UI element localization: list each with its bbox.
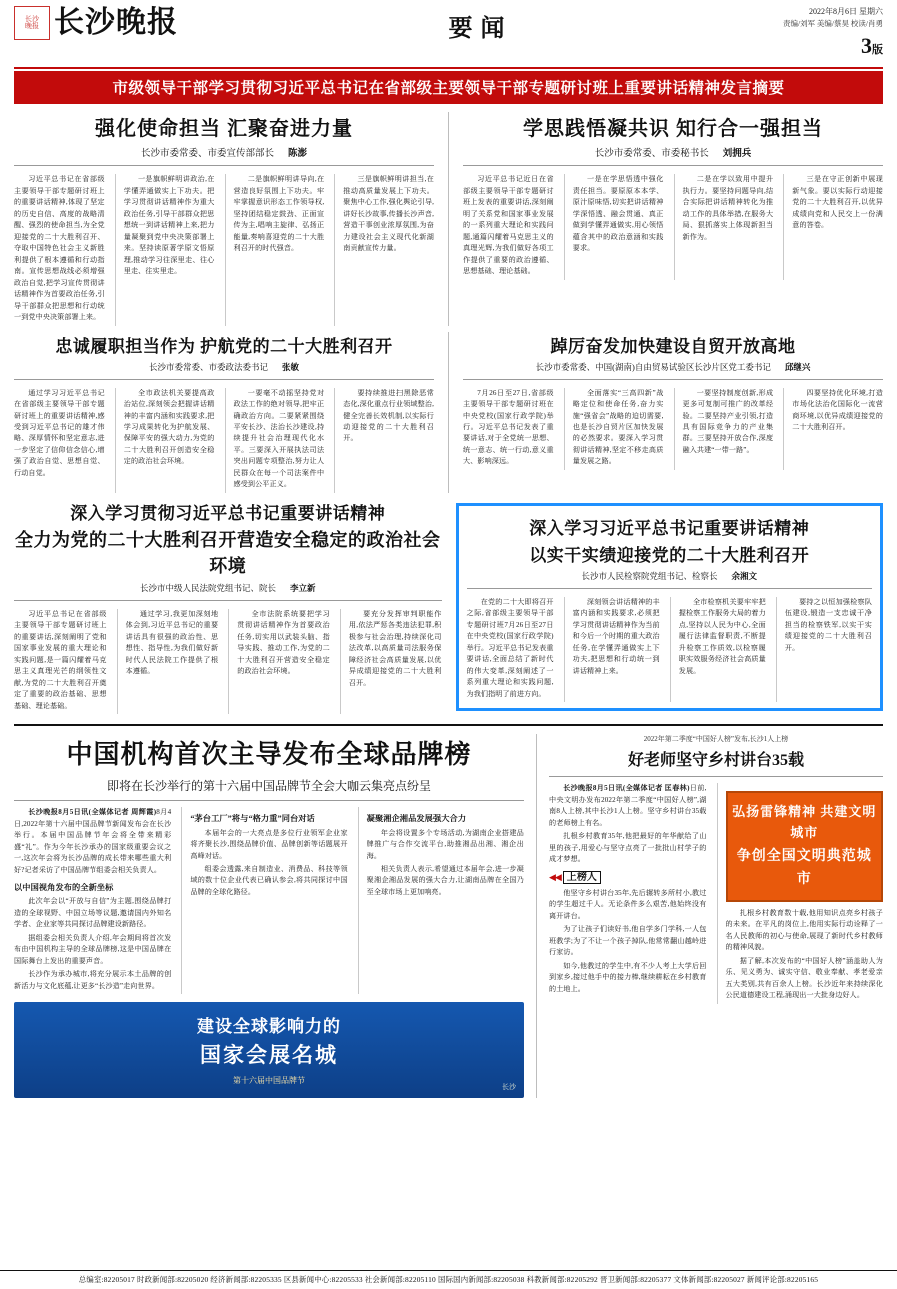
- feature-column: [549, 783, 707, 1003]
- paragraph: 在党的二十大即将召开之际,省部级主要领导干部专题研讨班7月26日至27日在中央党校(国家行政学院)举行。习近平总书记发表重要讲话,全面总结了新时代的伟大变革,深刻阐述了一系列重大理论和实践问题,为我们指明了前进方向。: [466, 597, 554, 698]
- article-byline: [14, 582, 442, 594]
- divider: [14, 600, 442, 601]
- article-columns: [467, 597, 873, 702]
- divider: [463, 165, 883, 166]
- masthead-rule: [14, 67, 883, 69]
- article-byline: [463, 361, 883, 373]
- paper-seal-icon: 长沙 晚报: [14, 6, 50, 40]
- article-column: [14, 388, 105, 493]
- paragraph: 扎根乡村教育数十载,他用知识点亮乡村孩子的未来。在平凡的岗位上,他用实际行动诠释了一名人民教师的初心与使命,展现了新时代乡村教师的精神风貌。: [725, 908, 883, 952]
- byline-name: 张敏: [282, 361, 300, 372]
- article-byline: [14, 145, 434, 159]
- paragraph: 他坚守乡村讲台35年,先后辗转多所村小,教过的学生超过千人。无论条件多么艰苦,他始终没有离开讲台。: [549, 888, 707, 920]
- feature-column: [717, 783, 884, 1003]
- edition-credits: 责编/刘军 美编/蔡昊 校读/肖勇: [782, 19, 883, 28]
- paragraph: 据了解,本次发布的“中国好人榜”涵盖助人为乐、见义勇为、诚实守信、敬业奉献、孝老爱亲五大类别,共有百余人上榜。长沙近年来持续深化公民道德建设工程,涌现出一大批身边好人。: [725, 956, 883, 1000]
- masthead-logo: [14, 6, 178, 40]
- section-heading: 凝聚湘企湘品发展强大合力: [366, 814, 467, 824]
- article-column: [117, 609, 219, 714]
- lead-body: 日前,中央文明办发布2022年第二季度“中国好人榜”,湖南8人上榜,其中长沙1人上榜。坚守乡村讲台35载的老师榜上有名。: [549, 784, 707, 827]
- article-byline: [14, 361, 434, 373]
- paragraph: 年会将设置多个专场活动,为湖南企业搭建品牌推广与合作交流平台,助推湘品出湘、湘企出海。: [366, 828, 524, 860]
- ad-line-1: 弘扬雷锋精神 共建文明城市: [732, 804, 877, 841]
- divider: [463, 379, 883, 380]
- byline-name: 刘拥兵: [722, 149, 752, 160]
- date-line: 2022年8月6日 星期六: [808, 7, 883, 16]
- article-columns: [14, 388, 434, 493]
- section-title: 要闻: [448, 16, 513, 42]
- row-1: [14, 112, 883, 325]
- feature-article-left: [14, 734, 524, 1098]
- paragraph: 要持续推进扫黑除恶常态化,深化重点行业领域整治,健全完善长效机制,以实际行动迎接党的二十大胜利召开。: [343, 388, 434, 443]
- article-columns: [463, 174, 883, 279]
- paragraph: 本届年会的一大亮点是多位行业领军企业家将齐聚长沙,围绕品牌价值、品牌创新等话题展开高峰对话。: [190, 828, 348, 860]
- shanglian-tag: 上榜人: [563, 871, 601, 884]
- byline-name: 李立新: [290, 582, 316, 593]
- article-byline: [467, 570, 873, 582]
- paragraph: 扎根乡村教育35年,他把最好的年华献给了山里的孩子,用爱心与坚守点亮了一批批山村学子的成才梦想。: [549, 832, 707, 864]
- paragraph: 为了让孩子们读好书,他自学多门学科,一人包班教学;为了不让一个孩子掉队,他常常翻山越岭进行家访。: [549, 925, 707, 957]
- divider: [14, 165, 434, 166]
- paragraph: 一是旗帜鲜明讲政治,在学懂弄通做实上下功夫。把学习贯彻讲话精神作为重大政治任务,引导干部群众把思想统一到讲话精神上来,把力量凝聚到党中央决策部署上来。坚持读原著学原文悟原理,推动学习往深里走、往心里走、往实里走。: [123, 175, 215, 276]
- feature-kicker: 2022年第二季度“中国好人榜”发布,长沙1人上榜: [643, 735, 789, 744]
- paragraph: 要充分发挥审判职能作用,依法严惩各类违法犯罪,积极参与社会治理,持续深化司法改革,以高质量司法服务保障经济社会高质量发展,以优异成绩迎接党的二十大胜利召开。: [348, 609, 442, 687]
- column-separator: [536, 734, 537, 1098]
- article-column: [228, 609, 330, 714]
- byline-role: 长沙市委常委、中国(湖南)自由贸易试验区长沙片区党工委书记: [535, 361, 771, 372]
- lead-in: 长沙晚报8月5日讯(全媒体记者 周辉霞): [28, 808, 157, 817]
- article-block-1: [14, 112, 434, 325]
- article-block-5: [14, 499, 442, 714]
- byline-role: 长沙市人民检察院党组书记、检察长: [581, 570, 718, 581]
- bottom-section: [14, 724, 883, 1098]
- paragraph: 全市政法机关要提高政治站位,深刻领会把握讲话精神的丰富内涵和实践要求,把学习成果转化为护航发展、保障平安的强大动力,为党的二十大胜利召开创造安全稳定的政治社会环境。: [123, 388, 215, 466]
- feature-subtitle: 即将在长沙举行的第十六届中国品牌节全会大咖云集亮点纷呈: [106, 779, 431, 794]
- selected-article-box[interactable]: [456, 503, 884, 711]
- paragraph: 一要坚持制度创新,形成更多可复制可推广的改革经验。二要坚持产业引领,打造具有国际竞争力的产业集群。三要坚持开放合作,深度融入共建“一带一路”。: [682, 388, 774, 454]
- article-headline-line-2: 以实干实绩迎接党的二十大胜利召开: [529, 545, 810, 565]
- article-block-3: [14, 332, 434, 493]
- row-2: [14, 332, 883, 493]
- paragraph: 通过学习,我更加深刻地体会到,习近平总书记的重要讲话具有很强的政治性、思想性、指导性,为我们做好新时代人民法院工作提供了根本遵循。: [125, 609, 219, 676]
- paragraph: 据组委会相关负责人介绍,年会期间将首次发布由中国机构主导的全球品牌榜,这是中国品牌在国际舞台上发出的重要声音。: [14, 933, 172, 965]
- article-block-6-highlighted[interactable]: [456, 499, 884, 714]
- paragraph: 全市法院系统要把学习贯彻讲话精神作为首要政治任务,切实用以武装头脑、指导实践、推动工作,为党的二十大胜利召开营造安全稳定的政治社会环境。: [237, 609, 330, 676]
- page-number-unit: 版: [871, 44, 883, 57]
- article-headline: 学思践悟凝共识 知行合一强担当: [523, 118, 823, 141]
- paragraph: 7月26日至27日,省部级主要领导干部专题研讨班在中央党校(国家行政学院)举行。习近平总书记发表了重要讲话,对于全党统一思想、统一意志、统一行动,意义重大、影响深远。: [463, 388, 554, 466]
- feature-column: [14, 807, 171, 994]
- byline-name: 余湘文: [731, 570, 758, 581]
- article-column: [340, 609, 442, 714]
- article-headline-line-2: 全力为党的二十大胜利召开营造安全稳定的政治社会环境: [15, 529, 441, 576]
- byline-role: 长沙市委常委、市委政法委书记: [148, 361, 268, 372]
- paragraph: 习近平总书记近日在省部级主要领导干部专题研讨班上发表的重要讲话,深刻阐明了关系党和国家事业发展的一系列重大理论和实践问题,通篇闪耀着马克思主义的真理光辉,为我们做好各项工作提供了重要的政治遵循、思想基础、理论基础。: [463, 175, 554, 276]
- paragraph: 通过学习习近平总书记在省部级主要领导干部专题研讨班上的重要讲话精神,感受到习近平总书记的雄才伟略、深厚情怀和坚定意志,进一步坚定了信仰信念信心,增强了政治自觉、思想自觉、行动自觉。: [14, 388, 105, 477]
- divider: [549, 776, 883, 777]
- article-column: [776, 597, 872, 702]
- paragraph: 深刻领会讲话精神的丰富内涵和实践要求,必须把学习贯彻讲话精神作为当前和今后一个时期的重大政治任务,在学懂弄通做实上下功夫,把思想和行动统一到讲话精神上来。: [572, 597, 660, 675]
- lead-in: 长沙晚报8月5日讯(全媒体记者 匡春林): [563, 784, 690, 793]
- ad-line-3: 第十六届中国品牌节: [233, 1076, 305, 1086]
- paper-name: 长沙晚报: [54, 6, 178, 39]
- paragraph: 习近平总书记在省部级主要领导干部专题研讨班上的重要讲话精神,体现了坚定的历史自信、高度的战略清醒、强烈的使命担当,为全党迎接党的二十大胜利召开、夺取中国特色社会主义新胜利提供了根本遵循和行动指南。宣传思想战线必须增强政治自觉,把学习宣传贯彻讲话精神作为首要政治任务,引导干部群众把思想和行动统一到党中央决策部署上来。: [14, 175, 105, 322]
- article-headline-line-1: 深入学习贯彻习近平总书记重要讲话精神: [70, 503, 386, 523]
- divider: [14, 379, 434, 380]
- paragraph: 此次年会以“开放与自信”为主题,围绕品牌打造的全球视野、中国立场等议题,邀请国内外知名学者、企业家等共同探讨品牌建设新路径。: [14, 897, 172, 929]
- paragraph: 如今,他教过的学生中,有不少人考上大学后回到家乡,接过他手中的接力棒,继续耕耘在乡村教育的土地上。: [549, 961, 707, 993]
- article-column: [670, 597, 766, 702]
- special-banner: 市级领导干部学习贯彻习近平总书记在省部级主要领导干部专题研讨班上重要讲话精神发言摘要: [14, 71, 883, 104]
- masthead-meta: [783, 6, 883, 62]
- article-columns: [14, 174, 434, 325]
- article-column: [467, 597, 554, 702]
- shanglian-marker: [549, 870, 707, 886]
- page-number: [783, 29, 883, 62]
- triangle-icon: ◀◀: [549, 871, 561, 882]
- feature-columns: [14, 807, 524, 994]
- ad-line-2: 争创全国文明典范城市: [736, 849, 872, 888]
- paragraph: 三是在守正创新中展现新气象。要以实际行动迎接党的二十大胜利召开,以优异成绩向党和人民交上一份满意的答卷。: [792, 175, 883, 230]
- article-headline: 强化使命担当 汇聚奋进力量: [95, 118, 353, 141]
- lead-paragraph: [14, 807, 171, 876]
- article-headline: 踔厉奋发加快建设自贸开放高地: [550, 336, 796, 356]
- paragraph: 相关负责人表示,希望通过本届年会,进一步凝聚湘企湘品发展的强大合力,让湖南品牌在全国乃至全球市场上更加响亮。: [366, 865, 524, 896]
- article-headline-line-1: 深入学习习近平总书记重要讲话精神: [529, 518, 810, 538]
- byline-name: 陈澎: [288, 149, 308, 160]
- ad-line-1: 建设全球影响力的: [197, 1017, 341, 1037]
- paragraph: 要持之以恒加强检察队伍建设,锻造一支忠诚干净担当的检察铁军,以实干实绩迎接党的二十大胜利召开。: [784, 597, 872, 652]
- feature-title: 好老师坚守乡村讲台35载: [627, 752, 804, 770]
- byline-name: 邱继兴: [784, 361, 811, 372]
- article-column: [674, 388, 774, 470]
- article-column: [674, 174, 774, 279]
- byline-role: 长沙市委常委、市委宣传部部长: [140, 149, 274, 160]
- paragraph: 二是旗帜鲜明讲导向,在营造良好氛围上下功夫。牢牢掌握意识形态工作领导权,坚持团结稳定鼓劲、正面宣传为主,唱响主旋律、弘扬正能量,奏响喜迎党的二十大胜利召开的时代强音。: [233, 175, 325, 253]
- article-column: [334, 174, 434, 325]
- article-column: [14, 609, 107, 714]
- column-separator: [448, 332, 449, 493]
- article-column: [115, 174, 215, 325]
- row-3: [14, 499, 883, 714]
- ad-line-2: 国家会展名城: [200, 1043, 338, 1068]
- lead-body: 8月4日,2022年第十六届中国品牌节新闻发布会在长沙举行。本届中国品牌节年会将全带来精彩盛“礼”。作为今年长沙承办的国家级重要会议之一,这次年会将为长沙品牌的成长带来哪些重大利好?记者采访了中国品牌节组委会相关负责人。: [14, 808, 172, 874]
- paragraph: 二是在学以致用中提升执行力。要坚持问题导向,结合实际把讲话精神转化为推动工作的具体举措,在服务大局、狠抓落实上体现新担当新作为。: [682, 175, 774, 241]
- article-column: [564, 174, 664, 279]
- article-columns: [463, 388, 883, 470]
- article-column: [783, 388, 883, 470]
- ad-badge: 长沙: [502, 1083, 516, 1092]
- article-column: [564, 388, 664, 470]
- paragraph: 三是旗帜鲜明讲担当,在推动高质量发展上下功夫。聚焦中心工作,强化舆论引导,讲好长沙故事,传播长沙声音,营造干事创业浓厚氛围,为奋力建设社会主义现代化新湖南贡献宣传力量。: [343, 175, 434, 253]
- section-heading: “茅台工厂”将与“格力重”同台对话: [190, 814, 315, 824]
- paragraph: 一是在学思悟透中强化责任担当。要原原本本学、原汁原味悟,切实把讲话精神学深悟透、融会贯通、真正做到学懂弄通做实,用心领悟蕴含其中的政治意涵和实践要求。: [572, 175, 664, 253]
- article-column: [225, 388, 325, 493]
- article-column: [564, 597, 660, 702]
- page-footer: 总编室:82205017 时政新闻部:82205020 经济新闻部:82205335 区县新闻中心:82205533 社会新闻部:82205110 国际国内新闻部:82205038 科教新闻部:82205292 晋卫新闻部:82205377 文体新闻部:82205027 新闻评论部:82205165: [0, 1270, 897, 1289]
- feature-columns: [549, 783, 883, 1003]
- article-byline: [463, 145, 883, 159]
- article-column: [463, 174, 554, 279]
- paragraph: 长沙作为承办城市,将充分展示本土品牌的创新活力与文化底蕴,让更多“长沙造”走向世界。: [14, 970, 172, 990]
- feature-title: 中国机构首次主导发布全球品牌榜: [66, 740, 472, 770]
- paragraph: 组委会透露,来自制造业、消费品、科技等领域的数十位企业代表已确认参会,将共同探讨中国品牌的全球化路径。: [190, 865, 348, 896]
- article-column: [225, 174, 325, 325]
- masthead: [14, 0, 883, 64]
- paragraph: 全面落实“三高四新”战略定位和使命任务,奋力实施“强省会”战略的迫切需要,也是长沙自贸片区加快发展的必然要求。要深入学习贯彻讲话精神,坚定不移走高质量发展之路。: [572, 388, 664, 466]
- article-block-4: [463, 332, 883, 493]
- divider: [14, 800, 524, 801]
- expo-city-ad[interactable]: [14, 1002, 524, 1098]
- feature-article-right: [549, 734, 883, 1098]
- byline-role: 长沙市委常委、市委秘书长: [594, 149, 709, 160]
- article-headline: 忠诚履职担当作为 护航党的二十大胜利召开: [55, 336, 393, 356]
- article-column: [783, 174, 883, 279]
- civility-campaign-ad[interactable]: [726, 791, 884, 901]
- byline-role: 长沙市中级人民法院党组书记、院长: [139, 582, 276, 593]
- feature-column: [358, 807, 524, 994]
- article-column: [115, 388, 215, 493]
- article-column: [14, 174, 105, 325]
- paragraph: 一要毫不动摇坚持党对政法工作的绝对领导,把牢正确政治方向。二要紧紧围绕平安长沙、法治长沙建设,持续提升社会治理现代化水平。三要深入开展执法司法突出问题专项整治,努力让人民群众在每一个司法案件中感受到公平正义。: [233, 388, 325, 489]
- paragraph: 四要坚持优化环境,打造市场化法治化国际化一流营商环境,以优异成绩迎接党的二十大胜利召开。: [792, 388, 883, 431]
- column-separator: [448, 112, 449, 325]
- feature-column: [181, 807, 347, 994]
- paragraph: 习近平总书记在省部级主要领导干部专题研讨班上的重要讲话,深刻阐明了党和国家事业发展的重大理论和实践问题,是一篇闪耀着马克思主义真理光芒的纲领性文献,为党的二十大胜利召开奠定了重要的政治基础、思想基础、理论基础。: [14, 609, 107, 710]
- article-column: [463, 388, 554, 470]
- article-column: [334, 388, 434, 493]
- divider: [467, 588, 873, 589]
- lead-paragraph: [549, 783, 707, 829]
- article-columns: [14, 609, 442, 714]
- paragraph: 全市检察机关要牢牢把握检察工作服务大局的着力点,坚持以人民为中心,全面履行法律监督职责,不断提升检察工作质效,以检察履职实效服务经济社会高质量发展。: [678, 597, 766, 675]
- section-heading: 以中国视角发布的全新坐标: [14, 883, 114, 893]
- article-block-2: [463, 112, 883, 325]
- page-number-value: 3: [860, 33, 872, 59]
